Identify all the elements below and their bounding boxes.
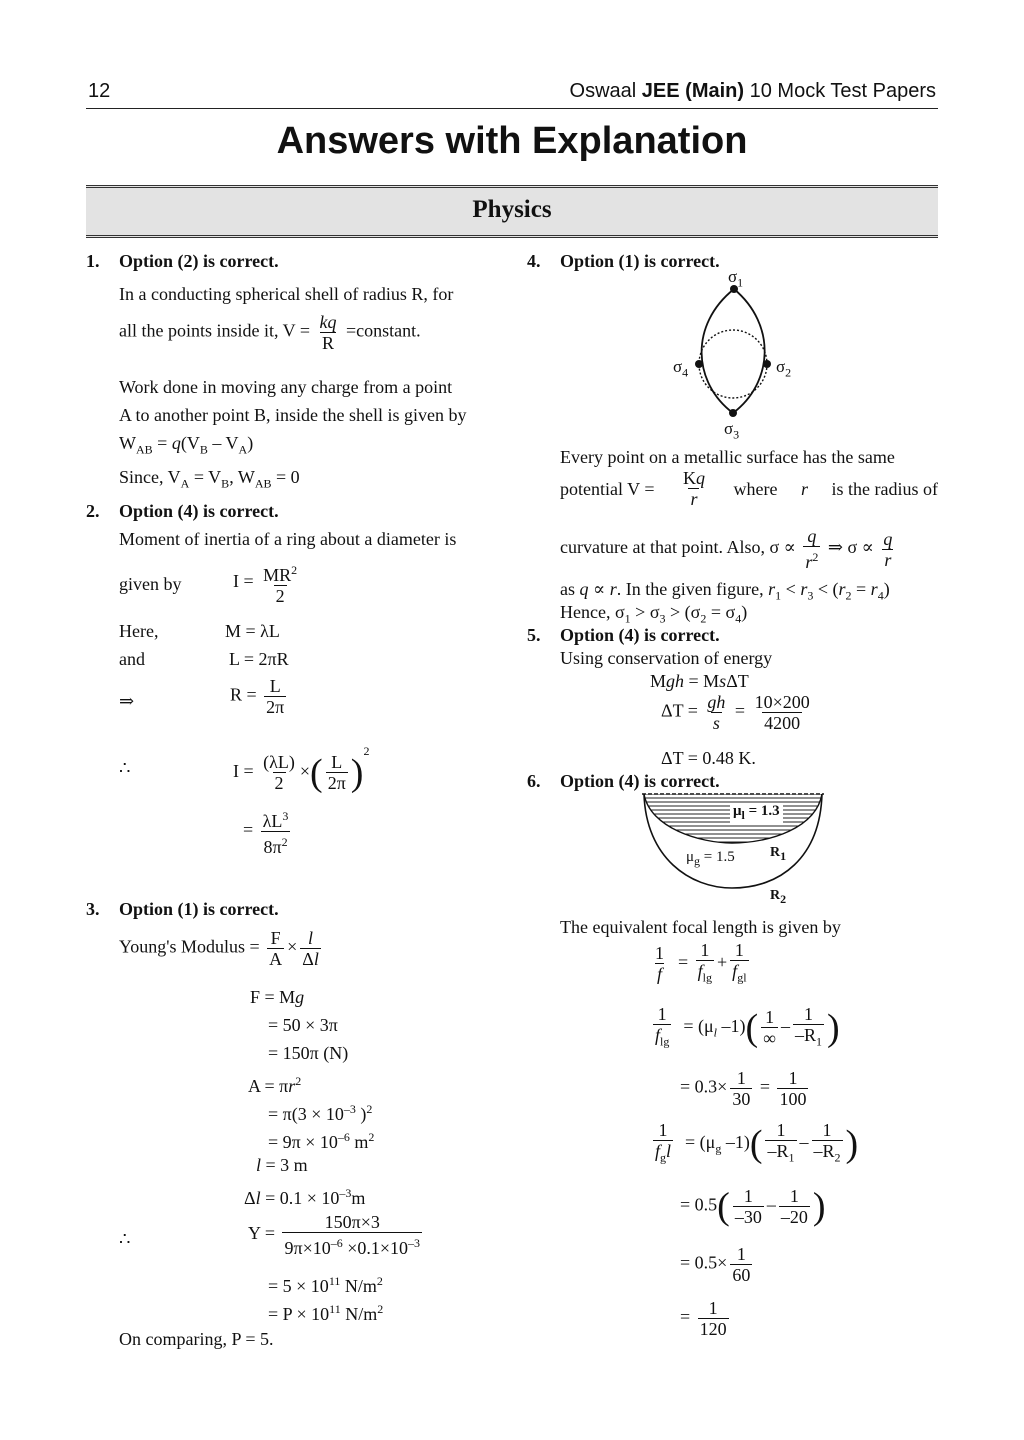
q1-line1: In a conducting spherical shell of radius R, for xyxy=(119,284,454,304)
label-sigma2: $\sigma_2$ xyxy=(776,357,792,380)
q3-eq-youngs: Young's Modulus = $\frac{F}{A}$ × $\frac{l}{\Delta l}$ xyxy=(119,928,319,969)
q3-eq-area-val: = $\pi(3 \times 10^{-3}$ )$^2$ xyxy=(268,1102,373,1124)
q6-eq-flg: $\frac{1}{f_{lg}}$ = ($\mu_l$ –1)( $\frac{1}{\infty}$ – $\frac{1}{-R_1}$ ) xyxy=(650,1004,840,1052)
q2-eq-sub: I = $\frac{(\lambda L)}{2}$ ×( $\frac{L}{2\pi}$ )$^2$ xyxy=(233,744,370,794)
q2-eq-mass: M = λL xyxy=(225,621,280,641)
label-mu-l: $\mu_l = 1.3$ xyxy=(730,803,783,823)
q5-eq-energy: Mgh = MsΔT xyxy=(650,671,749,691)
implies-symbol: ⇒ xyxy=(119,691,135,711)
label-mu-g: $\mu_g = 1.5$ xyxy=(686,849,735,868)
curvature-circle xyxy=(699,330,767,398)
q4-line5: Hence, $\sigma_1 > \sigma_3 > (\sigma_2 = \sigma_4)$ xyxy=(560,602,748,626)
page-title: Answers with Explanation xyxy=(276,120,748,162)
label-sigma3: $\sigma_3$ xyxy=(724,419,740,442)
q6-eq-flg-val: = 0.3× $\frac{1}{30}$ = $\frac{1}{100}$ xyxy=(680,1068,807,1109)
q6-eq-fgl-res: = 0.5× $\frac{1}{60}$ xyxy=(680,1244,751,1285)
q1-line5: $W_{AB} = q(V_B - V_A)$ xyxy=(119,433,254,457)
q3-eq-y: Y = $\frac{150\pi\times 3}{9\pi\times 10^{-6} \times 0.1\times 10^{-3}}$ xyxy=(248,1212,421,1258)
q3-heading: Option (1) is correct. xyxy=(119,899,279,919)
q2-eq-length: L = 2πR xyxy=(229,649,289,669)
label-sigma4: $\sigma_4$ xyxy=(673,357,689,380)
q2-line1: Moment of inertia of a ring about a diameter is xyxy=(119,529,457,549)
q1-line4: A to another point B, inside the shell is given by xyxy=(119,405,467,425)
q5-line1: Using conservation of energy xyxy=(560,648,773,668)
q4-line4: as q ∝ r. In the given figure, $r_1 < r_3 < (r_2 = r_4)$ xyxy=(560,579,890,603)
header-rule xyxy=(86,108,938,109)
q3-eq-area-res: = $9\pi \times 10^{-6}$ $m^2$ xyxy=(268,1130,375,1152)
q1-line3: Work done in moving any charge from a point xyxy=(119,377,453,397)
section-band xyxy=(86,185,938,238)
q5-number: 5. xyxy=(527,625,541,645)
q4-line3: curvature at that point. Also, σ ∝ $\frac{q}{r^2}$ ⇒ σ ∝ $\frac{q}{r}$ xyxy=(560,526,893,572)
q2-eq-result: = $\frac{\lambda L^3}{8\pi^2}$ xyxy=(243,809,289,857)
section-title: Physics xyxy=(472,196,552,223)
therefore-symbol: ∴ xyxy=(119,758,131,778)
q5-eq-deltat: ΔT = $\frac{gh}{s}$ = $\frac{10\times 200}{4200}$ xyxy=(661,692,810,733)
q3-eq-force-res: = 150π (N) xyxy=(268,1043,349,1063)
q1-line2: all the points inside it, V = $\frac{kq}{R}$ =constant. xyxy=(119,312,421,353)
q2-and: and xyxy=(119,649,145,669)
q5-line4: ΔT = 0.48 K. xyxy=(661,748,756,768)
q6-number: 6. xyxy=(527,771,541,791)
q4-heading: Option (1) is correct. xyxy=(560,251,720,271)
page-number: 12 xyxy=(88,80,111,102)
q2-given-by: given by xyxy=(119,574,182,594)
q2-here: Here, xyxy=(119,621,159,641)
label-r2: $R_2$ xyxy=(770,888,787,906)
q1-line6: Since, $V_A = V_B$, $W_{AB} = 0$ xyxy=(119,467,300,491)
q3-eq-force-val: = 50 × 3π xyxy=(268,1015,338,1035)
metal-surface-outline xyxy=(702,289,765,413)
q2-eq-inertia: I = $\frac{MR^2}{2}$ xyxy=(233,563,298,606)
q3-eq-area: $A = \pi r^2$ xyxy=(248,1074,302,1096)
q3-eq-l: l = 3 m xyxy=(256,1155,308,1175)
q3-comparing: On comparing, P = 5. xyxy=(119,1329,274,1349)
q2-heading: Option (4) is correct. xyxy=(119,501,279,521)
label-sigma1: $\sigma_1$ xyxy=(728,267,744,290)
point-sigma4 xyxy=(695,360,703,368)
q6-eq-focal: $\frac{1}{f}$ = $\frac{1}{f_{lg}}$ + $\frac{1}{f_{gl}}$ xyxy=(650,940,752,988)
q3-eq-y-p: = $P \times 10^{11}$ $N/m^2$ xyxy=(268,1302,384,1324)
point-sigma2 xyxy=(763,360,771,368)
q3-eq-y-res: = $5 \times 10^{11}$ $N/m^2$ xyxy=(268,1274,383,1296)
q4-line2: potential V = $\frac{Kq}{r}$ where r is the radius of xyxy=(560,468,938,509)
q2-number: 2. xyxy=(86,501,100,521)
q3-eq-dl: $\Delta l = 0.1 \times 10^{-3}m$ xyxy=(244,1186,366,1208)
label-r1: $R_1$ xyxy=(770,845,787,863)
q4-line1: Every point on a metallic surface has the same xyxy=(560,447,895,467)
therefore-symbol-2: ∴ xyxy=(119,1229,131,1249)
q5-heading: Option (4) is correct. xyxy=(560,625,720,645)
q6-eq-fgl-val: = 0.5( $\frac{1}{-30}$ – $\frac{1}{-20}$ ) xyxy=(680,1185,826,1228)
q3-eq-force: F = Mg xyxy=(250,987,305,1007)
q6-heading: Option (4) is correct. xyxy=(560,771,720,791)
q6-eq-final: = $\frac{1}{120}$ xyxy=(680,1298,727,1339)
q6-line1: The equivalent focal length is given by xyxy=(560,917,841,937)
q4-number: 4. xyxy=(527,251,541,271)
q1-heading: Option (2) is correct. xyxy=(119,251,279,271)
q3-number: 3. xyxy=(86,899,100,919)
running-header: Oswaal JEE (Main) 10 Mock Test Papers xyxy=(569,80,936,102)
q1-number: 1. xyxy=(86,251,100,271)
q2-eq-radius: R = $\frac{L}{2\pi}$ xyxy=(230,676,285,717)
point-sigma3 xyxy=(729,409,737,417)
q6-eq-fgl: $\frac{1}{f_gl}$ = ($\mu_g$ –1)( $\frac{1}{-R_1}$ – $\frac{1}{-R_2}$ ) xyxy=(650,1120,858,1168)
